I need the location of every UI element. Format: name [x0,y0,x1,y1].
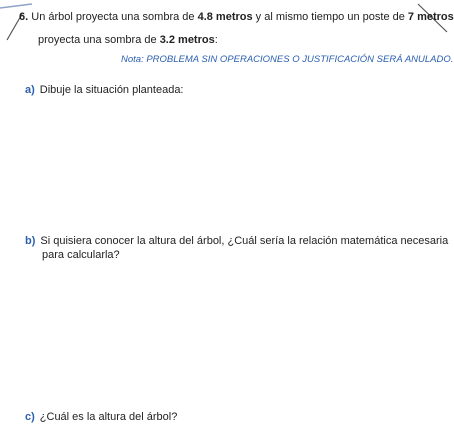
pole-height-value: 7 metros [407,11,454,23]
problem-line-1 [19,11,454,24]
item-b-text-1: Si quisiera conocer la altura del árbol, ¿Cuál sería la relación matemática necesaria [40,235,449,247]
problem-text-1a: Un árbol proyecta una sombra de [31,11,198,23]
item-c-text: ¿Cuál es la altura del árbol? [39,411,178,423]
problem-number: 6. [19,11,29,23]
problem-line-2 [38,34,218,47]
problem-text-2b: : [214,34,218,46]
pole-shadow-value: 3.2 metros [159,34,215,46]
item-b-text-2: para calcularla? [42,249,120,261]
problem-note: Nota: PROBLEMA SIN OPERACIONES O JUSTIFICACIÓN SERÁ ANULADO. [121,54,454,65]
item-a-letter: a) [25,84,35,96]
item-b-continuation [42,249,120,262]
problem-text-1b: y al mismo tiempo un poste de [252,11,408,23]
item-c [25,411,177,424]
decor-line-left [0,4,32,8]
problem-text-2a: proyecta una sombra de [38,34,160,46]
item-c-letter: c) [25,411,35,423]
corner-decoration [0,0,454,60]
item-a-text: Dibuje la situación planteada: [39,84,184,96]
item-a [25,84,184,97]
tree-shadow-value: 4.8 metros [197,11,253,23]
item-b-letter: b) [25,235,36,247]
item-b [25,235,448,248]
